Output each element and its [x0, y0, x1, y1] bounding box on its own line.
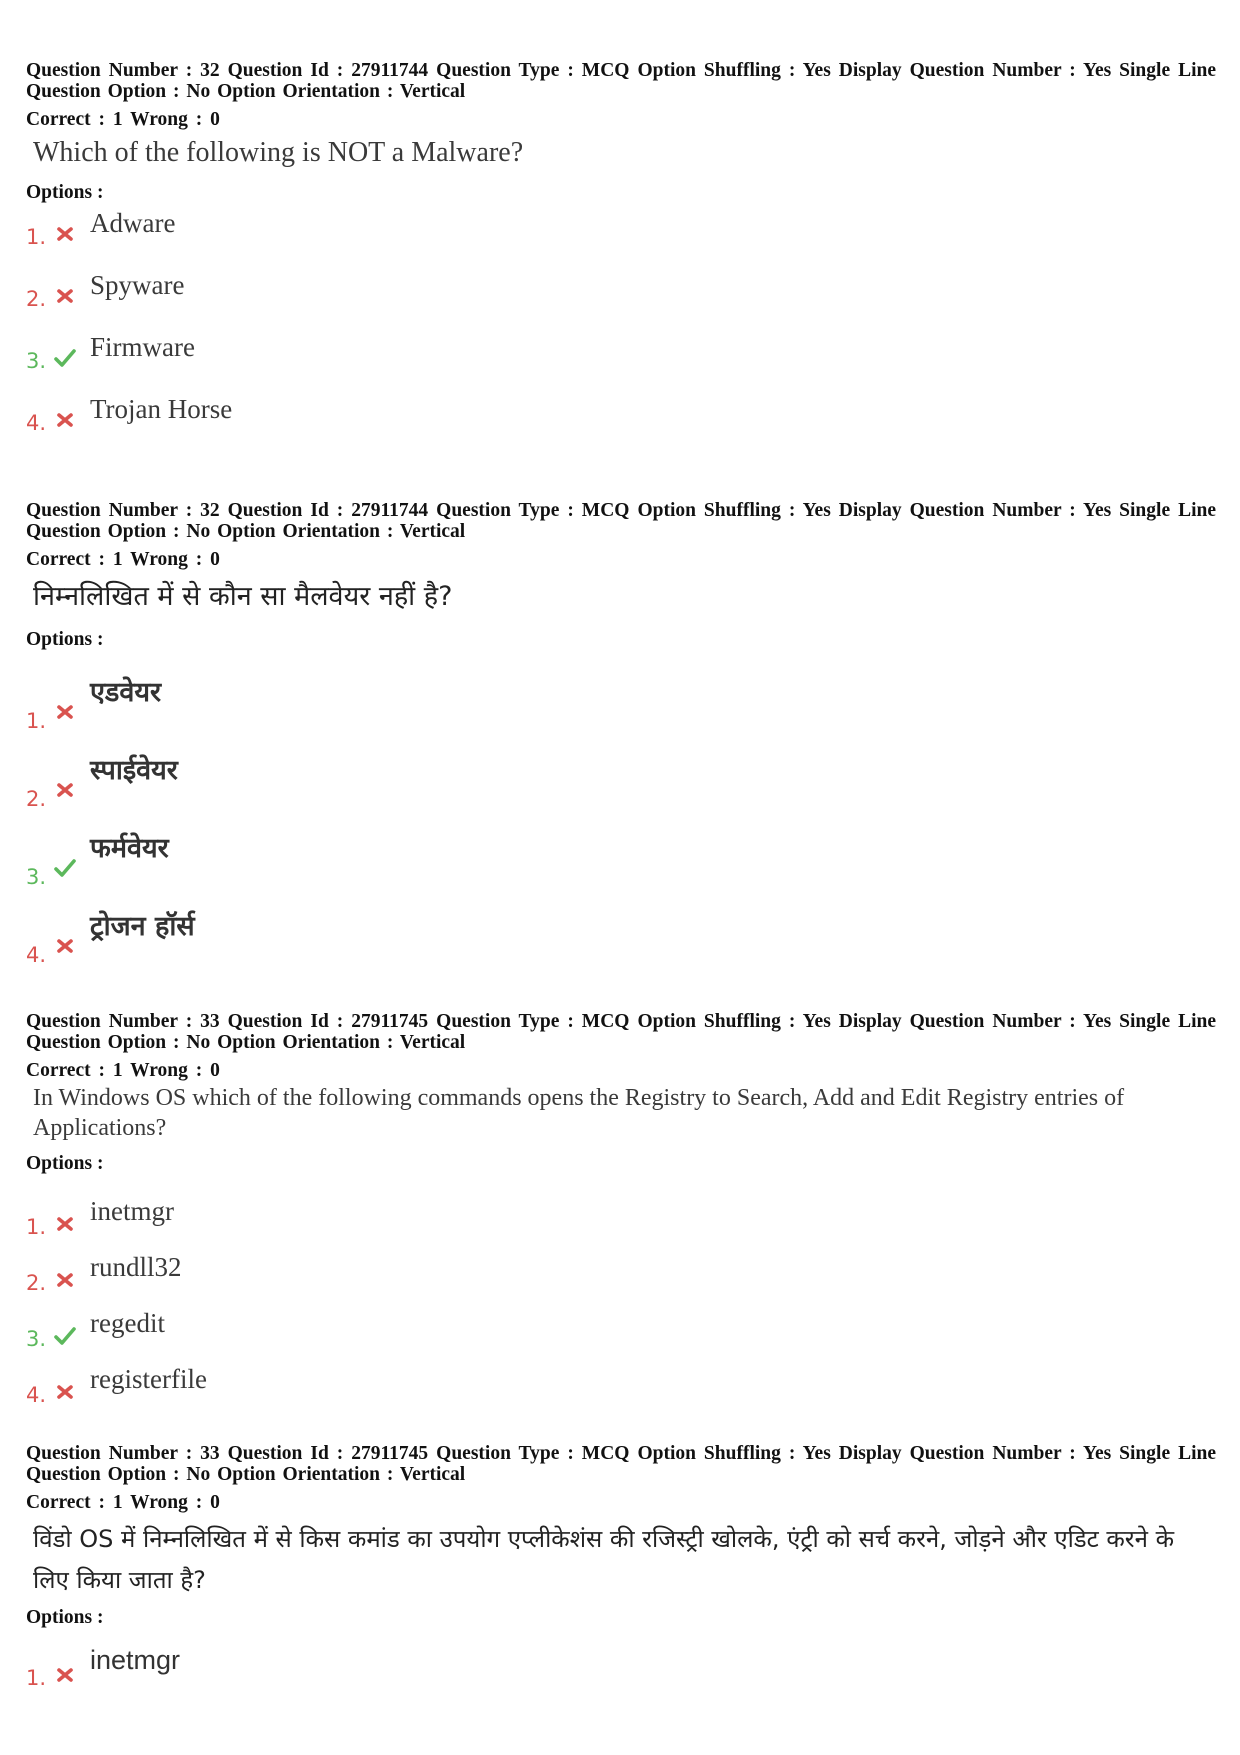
- question-meta: Question Number : 32 Question Id : 27911744 Question Type : MCQ Option Shuffling : Yes Display Question Number : Yes Single Line Question Option : No Option Orientation : Vertical: [26, 500, 1216, 542]
- option-text: ट्रोजन हॉर्स: [90, 911, 195, 942]
- cross-icon: [54, 224, 76, 244]
- option-number: 2.: [26, 287, 47, 311]
- check-icon: [54, 348, 76, 368]
- option-text: rundll32: [90, 1252, 182, 1282]
- option-number: 4.: [26, 943, 47, 967]
- option-number: 3.: [26, 1327, 47, 1351]
- option-item: [26, 1348, 726, 1406]
- option-item: [26, 1633, 726, 1689]
- option-item: [26, 670, 726, 732]
- option-number: 1.: [26, 709, 47, 733]
- question-score: Correct : 1 Wrong : 0: [26, 1492, 220, 1513]
- question-score: Correct : 1 Wrong : 0: [26, 549, 220, 570]
- question-block: [26, 1443, 1216, 1628]
- option-text: Firmware: [90, 332, 195, 362]
- question-score: Correct : 1 Wrong : 0: [26, 109, 220, 130]
- option-number: 1.: [26, 1666, 47, 1690]
- cross-icon: [54, 1214, 76, 1234]
- option-number: 3.: [26, 349, 47, 373]
- cross-icon: [54, 702, 76, 722]
- question-text: निम्नलिखित में से कौन सा मैलवेयर नहीं है?: [33, 581, 453, 612]
- option-text: inetmgr: [90, 1645, 181, 1675]
- option-item: [26, 1292, 726, 1350]
- options-label: Options :: [26, 1607, 104, 1628]
- cross-icon: [54, 286, 76, 306]
- cross-icon: [54, 780, 76, 800]
- option-text: एडवेयर: [90, 677, 162, 708]
- option-text: Trojan Horse: [90, 394, 233, 424]
- check-icon: [54, 858, 76, 878]
- cross-icon: [54, 410, 76, 430]
- question-text: विंडो OS में निम्नलिखित में से किस कमांड का उपयोग एप्लीकेशंस की रजिस्ट्री खोलके, एंट्री को सर्च करने, जोड़ने और एडिट करने के लिए किया जाता है?: [33, 1525, 1175, 1594]
- option-item: [26, 250, 726, 310]
- option-number: 4.: [26, 1383, 47, 1407]
- question-meta: Question Number : 32 Question Id : 27911744 Question Type : MCQ Option Shuffling : Yes Display Question Number : Yes Single Line Question Option : No Option Orientation : Vertical: [26, 60, 1216, 102]
- option-item: [26, 826, 726, 888]
- options-label: Options :: [26, 1153, 104, 1174]
- question-text: Which of the following is NOT a Malware?: [33, 137, 524, 168]
- option-text: फर्मवेयर: [90, 833, 169, 864]
- option-number: 2.: [26, 787, 47, 811]
- question-meta: Question Number : 33 Question Id : 27911745 Question Type : MCQ Option Shuffling : Yes Display Question Number : Yes Single Line Question Option : No Option Orientation : Vertical: [26, 1443, 1216, 1485]
- option-text: Spyware: [90, 270, 185, 300]
- question-score: Correct : 1 Wrong : 0: [26, 1060, 220, 1081]
- question-meta: Question Number : 33 Question Id : 27911745 Question Type : MCQ Option Shuffling : Yes Display Question Number : Yes Single Line Question Option : No Option Orientation : Vertical: [26, 1011, 1216, 1053]
- option-text: registerfile: [90, 1364, 207, 1394]
- option-text: regedit: [90, 1308, 165, 1338]
- question-block: [26, 60, 1216, 203]
- check-icon: [54, 1326, 76, 1346]
- question-block: [26, 1011, 1216, 1174]
- question-block: [26, 500, 1216, 650]
- options-label: Options :: [26, 182, 104, 203]
- cross-icon: [54, 1665, 76, 1685]
- option-item: [26, 1180, 726, 1238]
- option-number: 3.: [26, 865, 47, 889]
- cross-icon: [54, 1382, 76, 1402]
- option-number: 1.: [26, 225, 47, 249]
- options-label: Options :: [26, 629, 104, 650]
- option-text: inetmgr: [90, 1196, 174, 1226]
- option-item: [26, 1236, 726, 1294]
- cross-icon: [54, 1270, 76, 1290]
- option-item: [26, 904, 726, 966]
- option-item: [26, 374, 726, 434]
- option-text: Adware: [90, 208, 176, 238]
- option-text: स्पाईवेयर: [90, 755, 178, 786]
- cross-icon: [54, 936, 76, 956]
- option-item: [26, 312, 726, 372]
- option-item: [26, 748, 726, 810]
- option-number: 2.: [26, 1271, 47, 1295]
- option-number: 4.: [26, 411, 47, 435]
- question-text: In Windows OS which of the following commands opens the Registry to Search, Add and Edit Registry entries of Applications?: [33, 1085, 1125, 1141]
- option-item: [26, 188, 726, 248]
- option-number: 1.: [26, 1215, 47, 1239]
